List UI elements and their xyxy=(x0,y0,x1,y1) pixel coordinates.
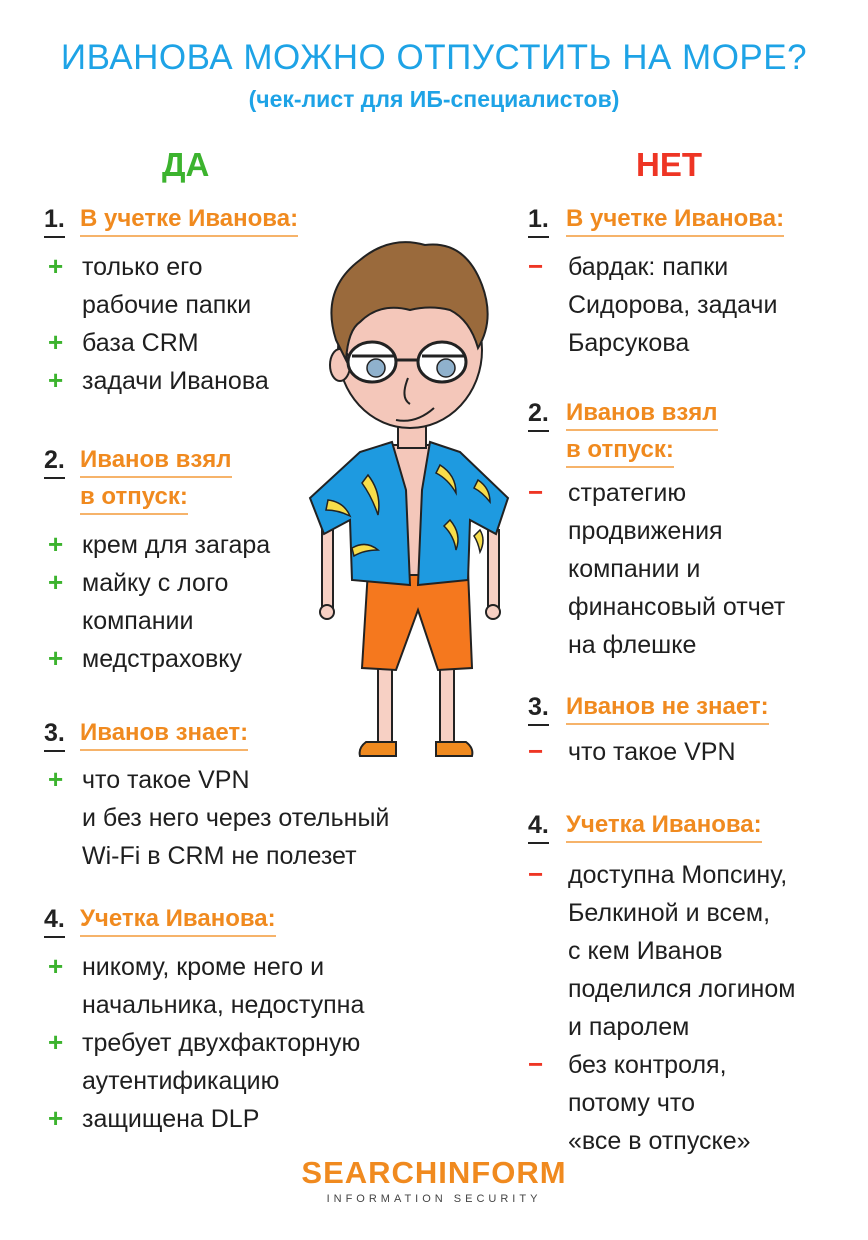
section-title-line: в отпуск: xyxy=(80,481,188,515)
yes-item-line: только его xyxy=(82,253,203,281)
no-section-3-title xyxy=(566,688,769,725)
section-title-line: В учетке Иванова: xyxy=(566,203,784,237)
plus-icon: + xyxy=(48,365,64,395)
yes-section-1-title xyxy=(80,200,298,237)
yes-section-2-title xyxy=(80,478,188,515)
no-item-line: с кем Иванов xyxy=(568,937,723,965)
minus-icon: − xyxy=(528,859,544,889)
yes-item-line: база CRM xyxy=(82,329,199,357)
no-section-4-number: 4. xyxy=(528,810,549,844)
no-section-2-title xyxy=(566,394,718,431)
yes-item-line: требует двухфакторную xyxy=(82,1029,361,1057)
yes-section-3-title xyxy=(80,714,248,751)
yes-item-line: и без него через отельный xyxy=(82,804,390,832)
no-item-line: Белкиной и всем, xyxy=(568,899,771,927)
no-item-line: компании и xyxy=(568,555,701,583)
no-item-line: доступна Мопсину, xyxy=(568,861,788,889)
section-title-line: Иванов взял xyxy=(566,397,718,431)
ivanov-character-illustration xyxy=(300,230,515,775)
yes-section-4-number: 4. xyxy=(44,904,65,938)
no-item-line: стратегию xyxy=(568,479,687,507)
logo-tagline: INFORMATION SECURITY xyxy=(326,1193,542,1205)
no-item-line: поделился логином xyxy=(568,975,796,1003)
section-title-line: Учетка Иванова: xyxy=(566,809,762,843)
yes-item-line: задачи Иванова xyxy=(82,367,269,395)
no-item-line: «все в отпуске» xyxy=(568,1127,751,1155)
plus-icon: + xyxy=(48,643,64,673)
plus-icon: + xyxy=(48,764,64,794)
no-section-2-title xyxy=(566,431,674,468)
yes-item-line: компании xyxy=(82,607,194,635)
section-title-line: Учетка Иванова: xyxy=(80,903,276,937)
no-section-4-title xyxy=(566,806,762,843)
yes-item-line: защищена DLP xyxy=(82,1105,260,1133)
yes-item-line: крем для загара xyxy=(82,531,271,559)
yes-section-3-number: 3. xyxy=(44,718,65,752)
no-section-1-number: 1. xyxy=(528,204,549,238)
no-item-line: потому что xyxy=(568,1089,695,1117)
yes-column-heading: ДА xyxy=(162,146,210,183)
no-item-line: Барсукова xyxy=(568,329,690,357)
section-title-line: в отпуск: xyxy=(566,434,674,468)
plus-icon: + xyxy=(48,1027,64,1057)
minus-icon: − xyxy=(528,1049,544,1079)
section-title-line: В учетке Иванова: xyxy=(80,203,298,237)
no-item-line: продвижения xyxy=(568,517,723,545)
no-section-2-number: 2. xyxy=(528,398,549,432)
no-item-line: на флешке xyxy=(568,631,697,659)
plus-icon: + xyxy=(48,1103,64,1133)
minus-icon: − xyxy=(528,736,544,766)
no-item-line: что такое VPN xyxy=(568,738,736,766)
yes-item-line: Wi-Fi в CRM не полезет xyxy=(82,842,357,870)
yes-item-line: что такое VPN xyxy=(82,766,250,794)
yes-section-1-number: 1. xyxy=(44,204,65,238)
section-title-line: Иванов не знает: xyxy=(566,691,769,725)
yes-section-2-title xyxy=(80,441,232,478)
brand-logo xyxy=(0,1155,868,1205)
left-shoe xyxy=(360,742,396,756)
yes-item-line: начальника, недоступна xyxy=(82,991,365,1019)
page-subtitle: (чек-лист для ИБ-специалистов) xyxy=(248,86,620,112)
no-item-line: финансовый отчет xyxy=(568,593,786,621)
no-section-3-number: 3. xyxy=(528,692,549,726)
left-arm xyxy=(322,530,333,608)
right-arm xyxy=(488,530,499,608)
right-shoe xyxy=(436,742,472,756)
no-item-line: без контроля, xyxy=(568,1051,727,1079)
legs xyxy=(378,660,454,745)
no-column-heading: НЕТ xyxy=(636,146,702,183)
page-title: ИВАНОВА МОЖНО ОТПУСТИТЬ НА МОРЕ? xyxy=(60,38,808,77)
yes-section-4-title xyxy=(80,900,276,937)
yes-item-line: майку с лого xyxy=(82,569,229,597)
no-item-line: и паролем xyxy=(568,1013,690,1041)
logo-wordmark: SEARCHINFORM xyxy=(301,1155,567,1190)
plus-icon: + xyxy=(48,327,64,357)
plus-icon: + xyxy=(48,567,64,597)
yes-item-line: рабочие папки xyxy=(82,291,252,319)
yes-item-line: аутентификацию xyxy=(82,1067,280,1095)
no-item-line: Сидорова, задачи xyxy=(568,291,778,319)
no-section-1-title xyxy=(566,200,784,237)
section-title-line: Иванов знает: xyxy=(80,717,248,751)
section-title-line: Иванов взял xyxy=(80,444,232,478)
minus-icon: − xyxy=(528,477,544,507)
yes-item-line: никому, кроме него и xyxy=(82,953,325,981)
minus-icon: − xyxy=(528,251,544,281)
plus-icon: + xyxy=(48,951,64,981)
yes-item-line: медстраховку xyxy=(82,645,243,673)
plus-icon: + xyxy=(48,529,64,559)
yes-section-2-number: 2. xyxy=(44,445,65,479)
plus-icon: + xyxy=(48,251,64,281)
no-item-line: бардак: папки xyxy=(568,253,729,281)
